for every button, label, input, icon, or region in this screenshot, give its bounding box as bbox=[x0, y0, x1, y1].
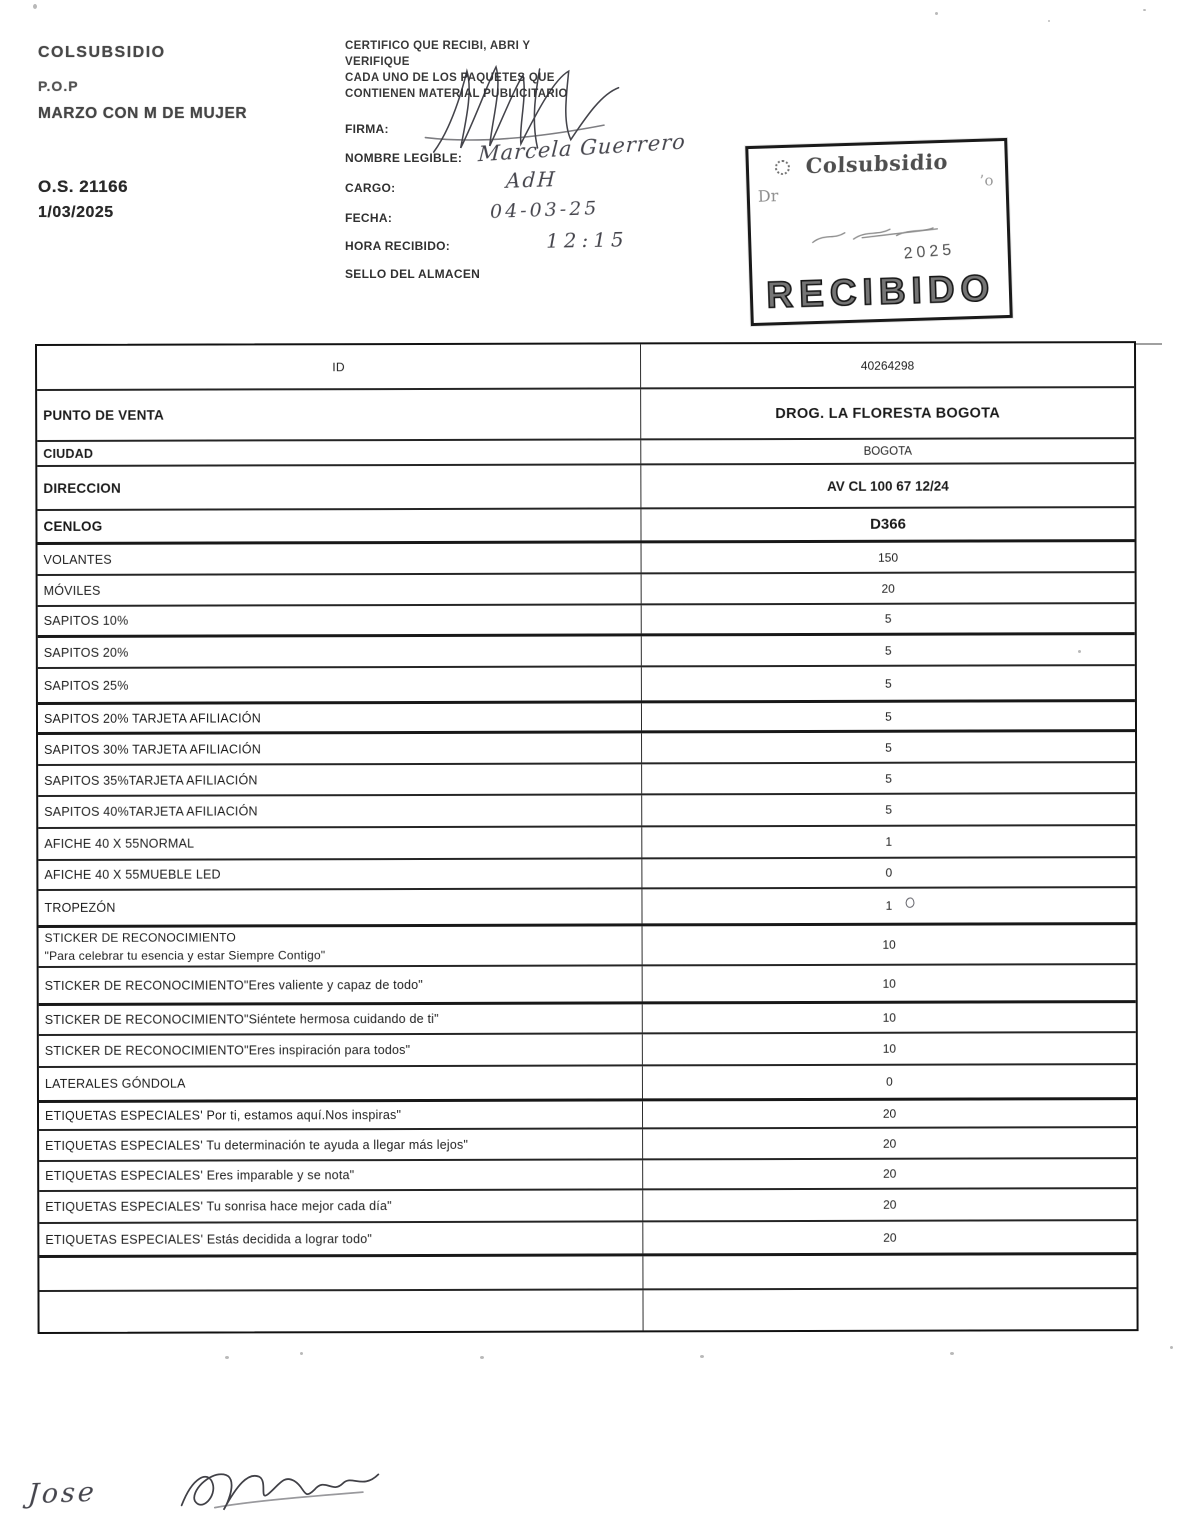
row-value bbox=[643, 1221, 1136, 1253]
row-label: STICKER DE RECONOCIMIENTO"Eres valiente y capaz de todo" bbox=[39, 966, 643, 1003]
certification-line: CERTIFICO QUE RECIBI, ABRI Y bbox=[345, 40, 531, 52]
table-row bbox=[39, 1287, 1136, 1332]
row-value bbox=[642, 542, 1135, 572]
certification-line: VERIFIQUE bbox=[345, 56, 410, 68]
scan-artifact bbox=[480, 1356, 484, 1359]
row-value-text: 20 bbox=[881, 581, 895, 596]
stamp-status: RECIBIDO bbox=[765, 267, 996, 316]
row-value-text: DROG. LA FLORESTA BOGOTA bbox=[775, 404, 1001, 422]
row-value bbox=[643, 1289, 1136, 1330]
row-label-line1: STICKER DE RECONOCIMIENTO bbox=[44, 930, 237, 945]
table-row bbox=[39, 963, 1136, 1003]
row-value-text: 0 bbox=[885, 865, 893, 880]
row-value-text: 10 bbox=[882, 937, 896, 952]
row-value bbox=[643, 925, 1136, 964]
table-row bbox=[39, 922, 1136, 966]
field-label-sello: SELLO DEL ALMACEN bbox=[345, 267, 481, 281]
table-row bbox=[39, 1126, 1136, 1160]
row-label: SAPITOS 10% bbox=[38, 605, 642, 635]
row-label-line2: "Para celebrar tu esencia y estar Siempre Contigo" bbox=[44, 948, 326, 963]
row-label: ETIQUETAS ESPECIALES' Tu determinación te ayuda a llegar más lejos" bbox=[39, 1129, 643, 1160]
row-value-text: 20 bbox=[883, 1197, 897, 1212]
scan-artifact bbox=[300, 1352, 303, 1355]
row-value-text: 40264298 bbox=[860, 358, 915, 373]
row-label bbox=[39, 926, 643, 966]
row-value bbox=[643, 965, 1136, 1001]
table-row bbox=[38, 792, 1135, 827]
table-row bbox=[39, 1000, 1136, 1034]
row-value-text: 10 bbox=[882, 1010, 896, 1025]
row-label: AFICHE 40 X 55MUEBLE LED bbox=[38, 859, 642, 889]
recibido-stamp bbox=[745, 138, 1013, 326]
row-value bbox=[643, 1065, 1136, 1098]
row-value bbox=[641, 343, 1134, 387]
row-value bbox=[643, 1100, 1136, 1127]
row-label: PUNTO DE VENTA bbox=[37, 389, 641, 440]
scan-artifact bbox=[1078, 650, 1081, 653]
table-row bbox=[39, 1187, 1136, 1222]
pen-mark bbox=[904, 897, 916, 909]
row-value bbox=[641, 464, 1134, 507]
row-value-text: 5 bbox=[885, 771, 893, 786]
row-value bbox=[643, 1255, 1136, 1288]
row-label: CENLOG bbox=[37, 509, 641, 542]
table-row bbox=[37, 506, 1134, 542]
table-row bbox=[38, 571, 1135, 605]
row-label: ETIQUETAS ESPECIALES' Tu sonrisa hace mejor cada día" bbox=[39, 1190, 643, 1222]
row-label: SAPITOS 35%TARJETA AFILIACIÓN bbox=[38, 764, 642, 795]
row-value bbox=[643, 1033, 1136, 1064]
campaign-name: MARZO CON M DE MUJER bbox=[38, 105, 248, 122]
field-label-nombre: NOMBRE LEGIBLE: bbox=[345, 151, 463, 165]
order-date: 1/03/2025 bbox=[38, 204, 114, 221]
row-value-text: 0 bbox=[886, 1074, 893, 1089]
table-row bbox=[39, 1219, 1136, 1255]
table-row bbox=[37, 437, 1134, 465]
row-value bbox=[642, 858, 1135, 887]
handwritten-cargo: AdH bbox=[505, 167, 558, 193]
row-value bbox=[642, 826, 1135, 857]
row-value-text: 5 bbox=[885, 676, 892, 691]
row-value-text: 5 bbox=[885, 740, 892, 755]
row-value bbox=[642, 732, 1135, 762]
row-value-text: 20 bbox=[883, 1230, 897, 1245]
row-value-text: AV CL 100 67 12/24 bbox=[826, 478, 949, 494]
row-value-text: 10 bbox=[882, 1041, 897, 1056]
scan-artifact bbox=[225, 1356, 229, 1359]
row-value bbox=[643, 1189, 1136, 1220]
row-value-text: 20 bbox=[882, 1166, 897, 1181]
scan-line-artifact bbox=[1136, 343, 1162, 345]
table-row bbox=[38, 539, 1135, 574]
row-label: ETIQUETAS ESPECIALES' Por ti, estamos aquí.Nos inspiras" bbox=[39, 1101, 643, 1129]
stamp-year: 2025 bbox=[903, 241, 956, 263]
table-row bbox=[38, 602, 1135, 635]
scan-artifact bbox=[1143, 9, 1146, 11]
certification-line: CADA UNO DE LOS PAQUETES QUE bbox=[345, 72, 555, 84]
row-label: SAPITOS 20% bbox=[38, 636, 642, 667]
row-label bbox=[39, 1256, 643, 1290]
table-row bbox=[38, 886, 1135, 925]
row-label: VOLANTES bbox=[38, 543, 642, 574]
row-label: STICKER DE RECONOCIMIENTO"Eres inspiración para todos" bbox=[39, 1034, 643, 1066]
row-label: SAPITOS 30% TARJETA AFILIACIÓN bbox=[38, 733, 642, 764]
row-value-text: 150 bbox=[878, 550, 899, 565]
table-row bbox=[38, 761, 1135, 795]
row-value-text: 5 bbox=[885, 709, 892, 724]
row-value bbox=[642, 604, 1135, 633]
table-row bbox=[37, 462, 1134, 509]
table-row bbox=[38, 632, 1135, 667]
table-row bbox=[38, 699, 1135, 732]
row-value bbox=[642, 763, 1135, 793]
table-row bbox=[37, 386, 1134, 440]
row-label: ETIQUETAS ESPECIALES' Eres imparable y se nota" bbox=[39, 1160, 643, 1190]
row-label: SAPITOS 25% bbox=[38, 667, 642, 702]
row-value bbox=[642, 666, 1135, 700]
scan-artifact bbox=[33, 4, 37, 9]
row-label: MÓVILES bbox=[38, 574, 642, 605]
handwritten-hora: 12:15 bbox=[545, 227, 629, 253]
row-value bbox=[643, 1159, 1136, 1188]
table-row bbox=[38, 824, 1135, 859]
table-row bbox=[37, 343, 1134, 389]
table-row bbox=[39, 1252, 1136, 1290]
table-row bbox=[38, 856, 1135, 889]
row-value-text: 1 bbox=[885, 834, 893, 849]
row-value bbox=[642, 635, 1135, 665]
table-row bbox=[39, 1097, 1136, 1129]
certification-line: CONTIENEN MATERIAL PUBLICITARIO bbox=[345, 88, 568, 100]
row-value bbox=[643, 1003, 1136, 1032]
row-label: AFICHE 40 X 55NORMAL bbox=[38, 827, 642, 859]
order-number: O.S. 21166 bbox=[38, 177, 129, 196]
row-value-text: 5 bbox=[884, 611, 892, 626]
program-type: P.O.P bbox=[38, 78, 79, 94]
row-label: TROPEZÓN bbox=[38, 889, 642, 925]
row-value-text: 5 bbox=[884, 643, 892, 658]
scan-artifact bbox=[700, 1355, 704, 1358]
row-label: DIRECCION bbox=[37, 465, 641, 509]
row-value bbox=[641, 439, 1134, 463]
brand-title: COLSUBSIDIO bbox=[38, 44, 166, 61]
row-value-text: D366 bbox=[870, 515, 906, 533]
row-label: ETIQUETAS ESPECIALES' Estás decidida a lograr todo" bbox=[39, 1222, 643, 1255]
row-value bbox=[642, 702, 1135, 730]
row-value bbox=[642, 888, 1135, 923]
field-label-hora: HORA RECIBIDO: bbox=[345, 239, 451, 253]
row-label: SAPITOS 40%TARJETA AFILIACIÓN bbox=[38, 795, 642, 827]
row-label: ID bbox=[37, 344, 641, 389]
table-row bbox=[39, 1063, 1136, 1100]
footer-signature-scribble bbox=[175, 1462, 385, 1520]
scan-artifact bbox=[935, 12, 938, 15]
scan-artifact bbox=[1048, 20, 1050, 22]
delivery-table bbox=[35, 341, 1139, 1334]
row-value-text: 20 bbox=[882, 1106, 897, 1121]
scan-artifact bbox=[950, 1352, 954, 1355]
row-value bbox=[642, 794, 1135, 825]
table-row bbox=[38, 664, 1135, 702]
row-value bbox=[642, 573, 1135, 603]
footer-handwritten-name: Jose bbox=[26, 1476, 98, 1511]
row-value bbox=[641, 508, 1134, 540]
scan-artifact bbox=[1170, 1346, 1173, 1349]
row-value bbox=[641, 388, 1134, 438]
row-label bbox=[39, 1290, 643, 1332]
field-label-firma: FIRMA: bbox=[345, 122, 389, 136]
table-row bbox=[38, 729, 1135, 764]
row-label: STICKER DE RECONOCIMIENTO"Siéntete hermosa cuidando de ti" bbox=[39, 1004, 643, 1034]
row-label: LATERALES GÓNDOLA bbox=[39, 1066, 643, 1100]
row-value-text: 10 bbox=[882, 976, 896, 991]
row-label: SAPITOS 20% TARJETA AFILIACIÓN bbox=[38, 703, 642, 732]
table-row bbox=[39, 1031, 1136, 1066]
row-value-text: BOGOTA bbox=[863, 445, 912, 458]
row-value-text: 20 bbox=[882, 1136, 897, 1151]
handwritten-fecha: 04-03-25 bbox=[489, 197, 600, 223]
handwritten-name: Marcela Guerrero bbox=[477, 129, 687, 167]
stamp-text-fragment-left: Dr bbox=[757, 186, 779, 206]
stamp-brand: Colsubsidio bbox=[805, 148, 949, 179]
row-value bbox=[643, 1128, 1136, 1158]
field-label-fecha: FECHA: bbox=[345, 211, 393, 225]
stamp-text-fragment-right: ’o bbox=[979, 171, 994, 190]
row-value-text: 1 bbox=[885, 898, 893, 913]
field-label-cargo: CARGO: bbox=[345, 181, 396, 195]
row-value-text: 5 bbox=[885, 802, 893, 817]
row-label: CIUDAD bbox=[37, 440, 641, 465]
table-row bbox=[39, 1157, 1136, 1190]
